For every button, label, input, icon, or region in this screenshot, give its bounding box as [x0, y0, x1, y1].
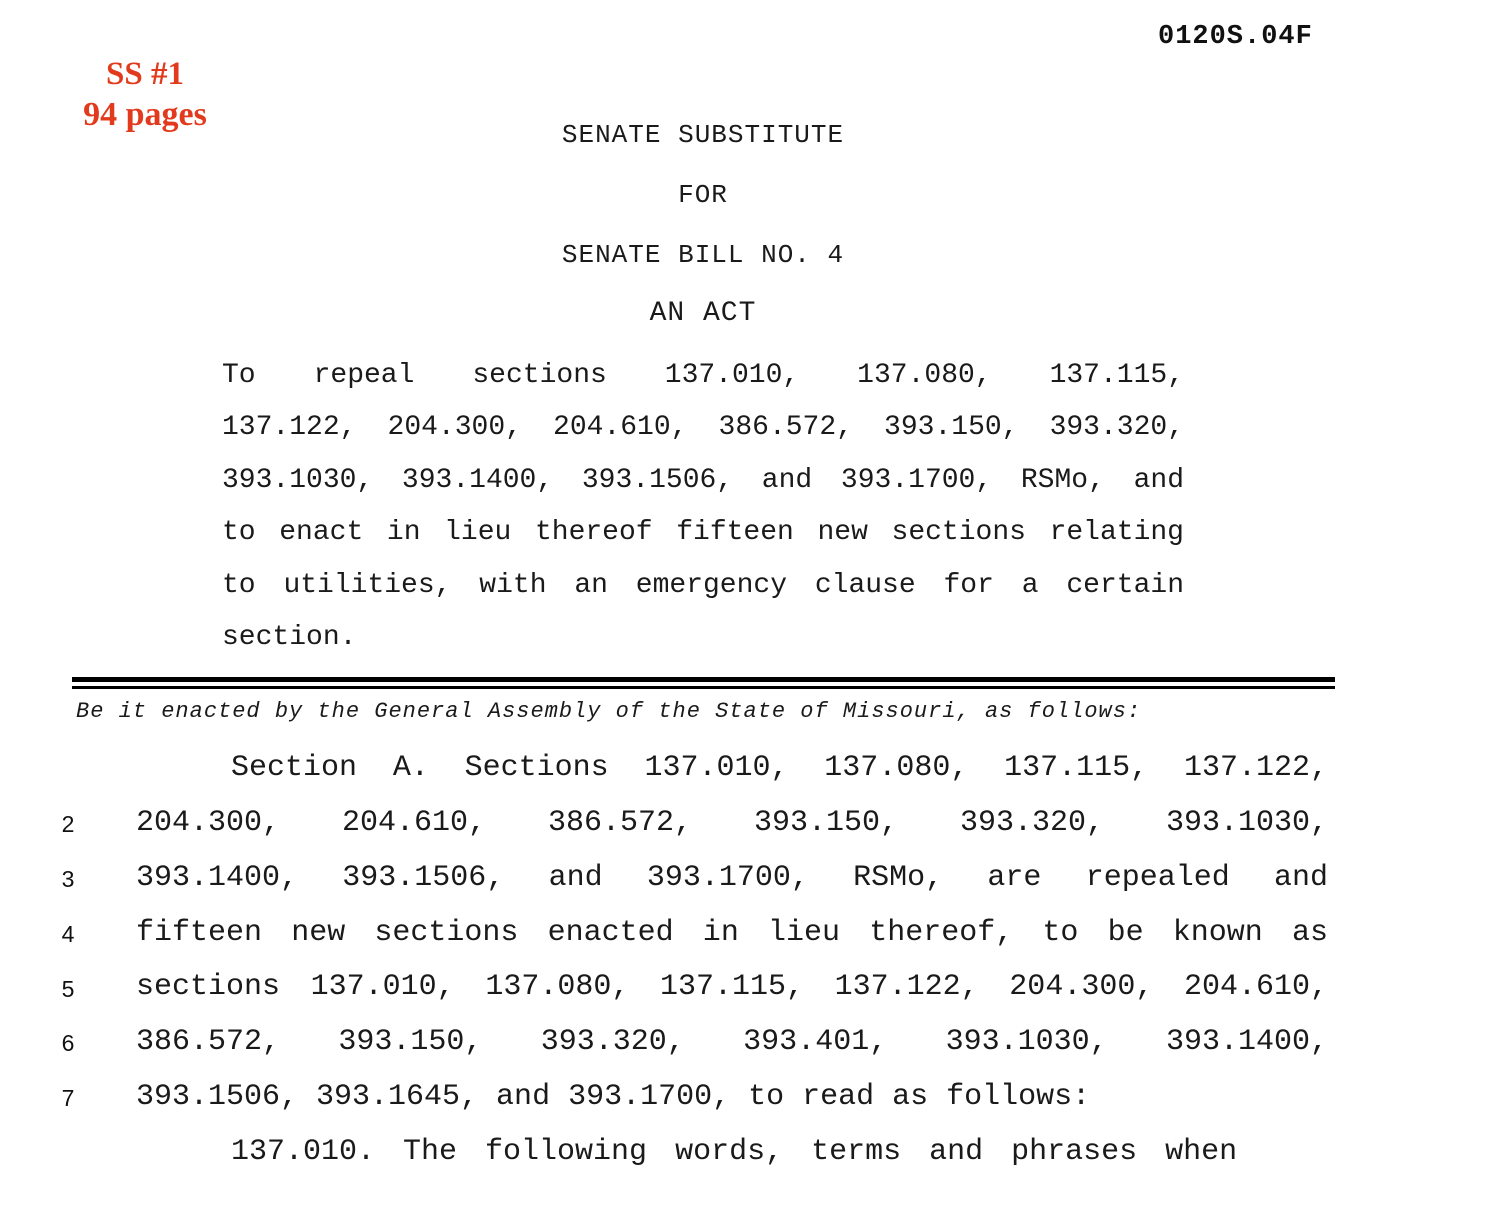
line-number: 3: [61, 866, 75, 892]
body-line: 393.1506, 393.1645, and 393.1700, to read as follows:: [136, 1080, 1091, 1114]
divider-thin: [72, 686, 1335, 689]
title-line: 393.1030, 393.1400, 393.1506, and 393.1700, RSMo, and: [222, 465, 1184, 496]
body-line: 393.1400, 393.1506, and 393.1700, RSMo, are repealed and: [136, 861, 1328, 895]
enacting-clause: Be it enacted by the General Assembly of the State of Missouri, as follows:: [76, 699, 1142, 724]
heading-for: FOR: [678, 180, 728, 210]
annotation-page-count: 94 pages: [83, 96, 207, 133]
body-line: 204.300, 204.610, 386.572, 393.150, 393.320, 393.1030,: [136, 806, 1328, 840]
heading-senate-substitute: SENATE SUBSTITUTE: [561, 120, 845, 150]
line-number: 5: [61, 976, 75, 1002]
annotation-bill-label: SS #1: [106, 56, 184, 92]
body-line: sections 137.010, 137.080, 137.115, 137.122, 204.300, 204.610,: [136, 970, 1328, 1004]
title-line: to utilities, with an emergency clause for a certain: [222, 570, 1184, 601]
title-line: section.: [222, 622, 357, 653]
body-line: 137.010. The following words, terms and phrases when: [231, 1135, 1238, 1169]
divider-thick: [72, 677, 1335, 682]
line-number: 2: [61, 811, 75, 837]
title-line: To repeal sections 137.010, 137.080, 137.115,: [222, 360, 1184, 391]
heading-bill-number: SENATE BILL NO. 4: [561, 240, 845, 270]
title-line: 137.122, 204.300, 204.610, 386.572, 393.150, 393.320,: [222, 412, 1184, 443]
body-line: 386.572, 393.150, 393.320, 393.401, 393.1030, 393.1400,: [136, 1025, 1328, 1059]
line-number: 4: [61, 921, 75, 947]
title-line: to enact in lieu thereof fifteen new sections relating: [222, 517, 1184, 548]
body-line: fifteen new sections enacted in lieu thereof, to be known as: [136, 916, 1328, 950]
document-code: 0120S.04F: [1158, 22, 1313, 52]
body-line: Section A. Sections 137.010, 137.080, 137.115, 137.122,: [231, 751, 1328, 785]
line-number: 6: [61, 1030, 75, 1056]
line-number: 7: [61, 1085, 75, 1111]
heading-an-act: AN ACT: [649, 298, 757, 329]
